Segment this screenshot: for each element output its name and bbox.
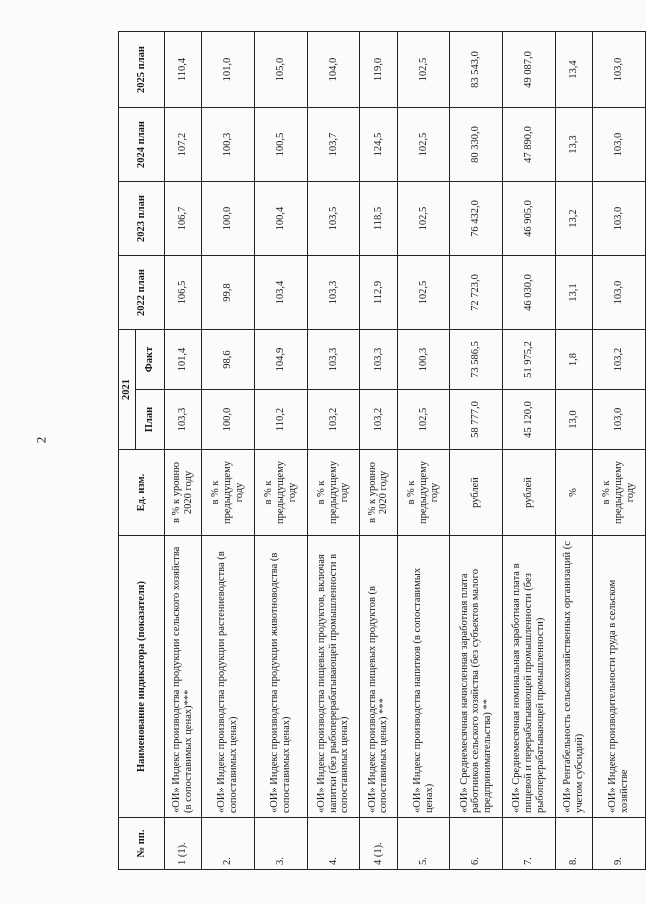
- row-unit: рублей: [503, 450, 556, 536]
- header-row: [119, 32, 136, 870]
- row-unit: в % к уровню 2020 году: [360, 450, 397, 536]
- row-2022-plan: 112,9: [360, 256, 397, 330]
- row-unit: в % к уровню 2020 году: [164, 450, 201, 536]
- row-2021-fact: 98,6: [202, 330, 255, 390]
- row-name: «ОИ» Индекс производства продукции растениеводства (в сопоставимых ценах): [202, 536, 255, 818]
- row-2025-plan: 49 087,0: [503, 32, 556, 108]
- row-name: «ОИ» Индекс производства пищевых продуктов, включая напитки (без рыбоперерабатывающей промышленности в сопоставимых ценах): [307, 536, 360, 818]
- row-2025-plan: 102,5: [397, 32, 450, 108]
- row-2022-plan: 99,8: [202, 256, 255, 330]
- page-number: 2: [33, 436, 49, 444]
- table-row: [450, 32, 503, 870]
- row-name: «ОИ» Индекс производства продукции животноводства (в сопоставимых ценах): [254, 536, 307, 818]
- row-2024-plan: 80 330,0: [450, 108, 503, 182]
- table-row: [254, 32, 307, 870]
- row-2021-fact: 100,3: [397, 330, 450, 390]
- header-2025-plan: 2025 план: [119, 32, 165, 108]
- row-2021-plan: 102,5: [397, 390, 450, 450]
- row-2024-plan: 13,3: [555, 108, 592, 182]
- row-unit: в % к предыдущему году: [202, 450, 255, 536]
- row-2023-plan: 106,7: [164, 182, 201, 256]
- row-2021-plan: 103,2: [360, 390, 397, 450]
- row-2021-fact: 104,9: [254, 330, 307, 390]
- row-num: 4.: [307, 818, 360, 870]
- row-2022-plan: 72 723,0: [450, 256, 503, 330]
- row-2023-plan: 76 432,0: [450, 182, 503, 256]
- header-fact: Факт: [135, 330, 164, 390]
- row-unit: рублей: [450, 450, 503, 536]
- row-2023-plan: 46 905,0: [503, 182, 556, 256]
- row-2024-plan: 102,5: [397, 108, 450, 182]
- row-2025-plan: 101,0: [202, 32, 255, 108]
- row-2022-plan: 103,0: [593, 256, 646, 330]
- row-name: «ОИ» Индекс производства продукции сельского хозяйства (в сопоставимых ценах)***: [164, 536, 201, 818]
- row-name: «ОИ» Рентабельность сельскохозяйственных организаций (с учетом субсидий): [555, 536, 592, 818]
- table-row: [202, 32, 255, 870]
- row-2021-plan: 58 777,0: [450, 390, 503, 450]
- row-2025-plan: 104,0: [307, 32, 360, 108]
- row-2021-plan: 103,3: [164, 390, 201, 450]
- row-unit: %: [555, 450, 592, 536]
- header-2024-plan: 2024 план: [119, 108, 165, 182]
- header-name: Наименование индикатора (показателя): [119, 536, 165, 818]
- row-2021-plan: 100,0: [202, 390, 255, 450]
- row-2021-fact: 103,3: [360, 330, 397, 390]
- row-2024-plan: 103,0: [593, 108, 646, 182]
- row-name: «ОИ» Среднемесячная номинальная заработная плата в пищевой и перерабатывающей промышленности (без рыбоперерабатывающей промышленности): [503, 536, 556, 818]
- row-2021-fact: 103,3: [307, 330, 360, 390]
- row-2022-plan: 102,5: [397, 256, 450, 330]
- row-2025-plan: 13,4: [555, 32, 592, 108]
- row-2021-plan: 13,0: [555, 390, 592, 450]
- row-2025-plan: 119,0: [360, 32, 397, 108]
- header-2022-plan: 2022 план: [119, 256, 165, 330]
- row-2021-fact: 51 975,2: [503, 330, 556, 390]
- table-row: [307, 32, 360, 870]
- row-2021-fact: 103,2: [593, 330, 646, 390]
- row-2023-plan: 118,5: [360, 182, 397, 256]
- row-name: «ОИ» Индекс производительности труда в сельском хозяйстве: [593, 536, 646, 818]
- row-2023-plan: 103,5: [307, 182, 360, 256]
- table-row: [397, 32, 450, 870]
- row-num: 2.: [202, 818, 255, 870]
- row-num: 5.: [397, 818, 450, 870]
- row-name: «ОИ» Индекс производства напитков (в сопоставимых ценах): [397, 536, 450, 818]
- row-name: «ОИ» Среднемесячная начисленная заработная плата работников сельского хозяйства (без субъектов малого предпринимательства) **: [450, 536, 503, 818]
- rotated-table-container: [118, 32, 646, 870]
- header-num: № пп.: [119, 818, 165, 870]
- row-2025-plan: 83 543,0: [450, 32, 503, 108]
- row-name: «ОИ» Индекс производства пищевых продуктов (в сопоставимых ценах) ***: [360, 536, 397, 818]
- table-row: [503, 32, 556, 870]
- row-2024-plan: 124,5: [360, 108, 397, 182]
- table-row: [164, 32, 201, 870]
- table-body: [164, 32, 645, 870]
- row-num: 4 (1).: [360, 818, 397, 870]
- row-2024-plan: 100,5: [254, 108, 307, 182]
- row-2022-plan: 13,1: [555, 256, 592, 330]
- indicators-table: [118, 31, 646, 870]
- row-2023-plan: 100,4: [254, 182, 307, 256]
- row-num: 3.: [254, 818, 307, 870]
- row-2022-plan: 103,3: [307, 256, 360, 330]
- header-unit: Ед. изм.: [119, 450, 165, 536]
- table-row: [360, 32, 397, 870]
- row-unit: в % к предыдущему году: [397, 450, 450, 536]
- row-2023-plan: 102,5: [397, 182, 450, 256]
- row-num: 1 (1).: [164, 818, 201, 870]
- row-2021-plan: 45 120,0: [503, 390, 556, 450]
- row-2023-plan: 13,2: [555, 182, 592, 256]
- row-2023-plan: 103,0: [593, 182, 646, 256]
- header-plan: План: [135, 390, 164, 450]
- row-2021-plan: 103,0: [593, 390, 646, 450]
- row-2022-plan: 106,5: [164, 256, 201, 330]
- row-num: 9.: [593, 818, 646, 870]
- row-2025-plan: 105,0: [254, 32, 307, 108]
- row-2023-plan: 100,0: [202, 182, 255, 256]
- row-num: 6.: [450, 818, 503, 870]
- row-2021-fact: 73 586,5: [450, 330, 503, 390]
- row-unit: в % к предыдущему году: [254, 450, 307, 536]
- row-2021-fact: 101,4: [164, 330, 201, 390]
- row-num: 7.: [503, 818, 556, 870]
- row-2024-plan: 103,7: [307, 108, 360, 182]
- row-2021-plan: 110,2: [254, 390, 307, 450]
- row-2024-plan: 100,3: [202, 108, 255, 182]
- row-2021-fact: 1,8: [555, 330, 592, 390]
- table-row: [555, 32, 592, 870]
- row-2025-plan: 110,4: [164, 32, 201, 108]
- row-2024-plan: 107,2: [164, 108, 201, 182]
- header-2023-plan: 2023 план: [119, 182, 165, 256]
- row-unit: в % к предыдущему году: [593, 450, 646, 536]
- row-2022-plan: 103,4: [254, 256, 307, 330]
- row-num: 8.: [555, 818, 592, 870]
- row-2025-plan: 103,0: [593, 32, 646, 108]
- row-2021-plan: 103,2: [307, 390, 360, 450]
- table-row: [593, 32, 646, 870]
- row-2022-plan: 46 030,0: [503, 256, 556, 330]
- row-2024-plan: 47 890,0: [503, 108, 556, 182]
- header-2021: 2021: [119, 330, 136, 450]
- row-unit: в % к предыдущему году: [307, 450, 360, 536]
